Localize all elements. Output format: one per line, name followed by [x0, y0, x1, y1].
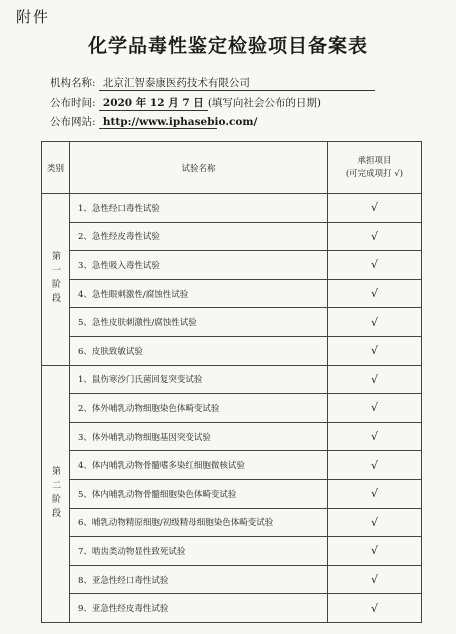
- table-row: [42, 222, 422, 251]
- table-row: [42, 251, 422, 280]
- stage1-label: 第一阶段: [42, 194, 70, 366]
- test-name: 3、急性吸入毒性试验: [70, 251, 328, 280]
- check-mark: √: [328, 394, 422, 423]
- check-mark: √: [328, 251, 422, 280]
- org-label: 机构名称:: [50, 77, 96, 89]
- test-name: 2、急性经皮毒性试验: [70, 222, 328, 251]
- check-mark: √: [328, 508, 422, 537]
- test-name: 6、哺乳动物精原细胞/初级精母细胞染色体畸变试验: [70, 508, 328, 537]
- check-mark: √: [328, 537, 422, 566]
- test-name: 5、急性皮肤刺激性/腐蚀性试验: [70, 308, 328, 337]
- header-test-name: 试验名称: [70, 142, 328, 194]
- test-name: 1、急性经口毒性试验: [70, 194, 328, 223]
- table-row: [42, 194, 422, 223]
- check-mark: √: [328, 479, 422, 508]
- table-row: [42, 422, 422, 451]
- date-value: 2020 年 12 月 7 日: [99, 95, 208, 111]
- check-mark: √: [328, 451, 422, 480]
- table-row: [42, 594, 422, 623]
- org-row: [50, 75, 375, 91]
- test-name: 6、皮肤致敏试验: [70, 336, 328, 365]
- header-project-note: (可完成项打 √): [345, 168, 404, 179]
- site-link[interactable]: http://www.iphasebio.com/: [99, 116, 217, 129]
- check-mark: √: [328, 222, 422, 251]
- document-title: 化学品毒性鉴定检验项目备案表: [87, 35, 368, 57]
- stage2-label: 第二阶段: [42, 365, 70, 622]
- test-name: 4、急性眼刺激性/腐蚀性试验: [70, 279, 328, 308]
- check-mark: √: [328, 422, 422, 451]
- site-row: [50, 114, 258, 129]
- table-row: [42, 279, 422, 308]
- header-category: 类别: [42, 142, 70, 194]
- header-project: [328, 142, 422, 194]
- table-row: [42, 479, 422, 508]
- table-row: [42, 336, 422, 365]
- check-mark: √: [328, 365, 422, 394]
- attachment-label: 附件: [16, 8, 51, 26]
- test-items-table: [41, 141, 422, 623]
- table-row: [42, 537, 422, 566]
- test-name: 3、体外哺乳动物细胞基因突变试验: [70, 422, 328, 451]
- table-row: [42, 508, 422, 537]
- check-mark: √: [328, 308, 422, 337]
- header-project-title: 承担项目: [357, 155, 392, 166]
- test-name: 9、亚急性经皮毒性试验: [70, 594, 328, 623]
- date-note: (填写向社会公布的日期): [207, 97, 322, 109]
- test-name: 7、啮齿类动物显性致死试验: [70, 537, 328, 566]
- check-mark: √: [328, 565, 422, 594]
- test-name: 5、体内哺乳动物骨髓细胞染色体畸变试验: [70, 479, 328, 508]
- date-label: 公布时间:: [50, 97, 96, 109]
- date-row: [50, 95, 321, 111]
- table-row: [42, 308, 422, 337]
- check-mark: √: [328, 279, 422, 308]
- table-row: [42, 394, 422, 423]
- test-name: 2、体外哺乳动物细胞染色体畸变试验: [70, 394, 328, 423]
- test-name: 1、鼠伤寒沙门氏菌回复突变试验: [70, 365, 328, 394]
- table-row: [42, 451, 422, 480]
- test-name: 4、体内哺乳动物骨髓嗜多染红细胞微核试验: [70, 451, 328, 480]
- table-row: [42, 565, 422, 594]
- test-name: 8、亚急性经口毒性试验: [70, 565, 328, 594]
- check-mark: √: [328, 194, 422, 223]
- org-value: 北京汇智泰康医药技术有限公司: [99, 75, 375, 91]
- site-label: 公布网站:: [50, 116, 96, 128]
- table-row: [42, 365, 422, 394]
- check-mark: √: [328, 336, 422, 365]
- check-mark: √: [328, 594, 422, 623]
